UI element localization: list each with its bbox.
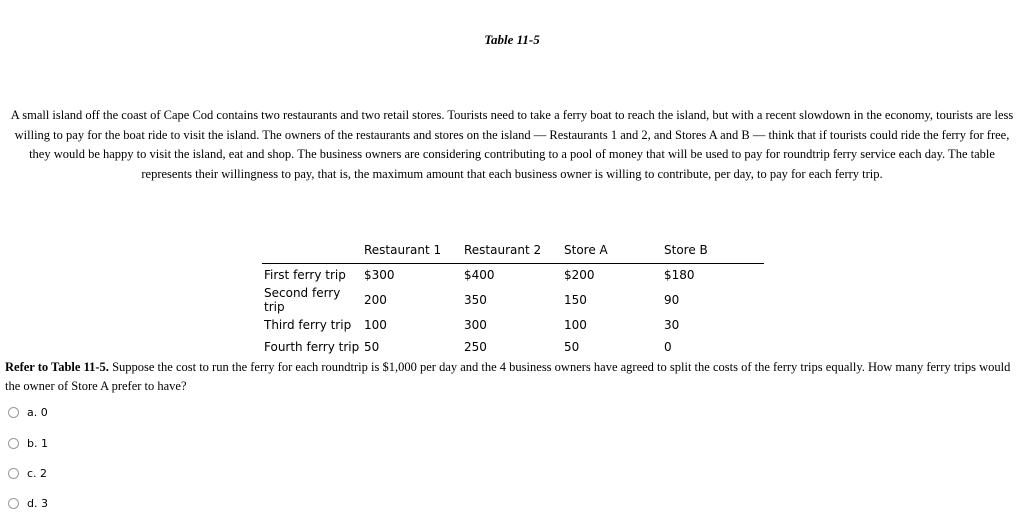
header-store-b: Store B	[664, 243, 708, 257]
table-cell: 0	[664, 340, 672, 354]
question-body: Suppose the cost to run the ferry for each roundtrip is $1,000 per day and the 4 business owners have agreed to split the costs of the ferry trips equally. How many ferry trips would the owner of Store A prefer to have?	[5, 360, 1011, 393]
table-cell: 300	[464, 318, 487, 332]
header-store-a: Store A	[564, 243, 608, 257]
option-a-label: a. 0	[27, 405, 48, 419]
table-header-row	[262, 240, 764, 264]
table-cell: $180	[664, 268, 695, 282]
radio-option-a[interactable]	[8, 407, 19, 418]
willingness-to-pay-table	[262, 240, 764, 358]
table-cell: 250	[464, 340, 487, 354]
radio-option-c[interactable]	[8, 468, 19, 479]
table-cell: 200	[364, 293, 387, 307]
table-row	[262, 314, 764, 336]
header-empty	[262, 240, 362, 264]
header-restaurant-1: Restaurant 1	[364, 243, 442, 257]
table-cell: 30	[664, 318, 680, 332]
question-reference: Refer to Table 11-5.	[5, 360, 109, 374]
option-a[interactable]	[8, 403, 48, 421]
intro-paragraph: A small island off the coast of Cape Cod contains two restaurants and two retail stores. Tourists need to take a ferry boat to reach the island, but with a recent slowdown in the economy, tourists are less willing to pay for the boat ride to visit the island. The owners of the restaurants and stores on the island — Restaurants 1 and 2, and Stores A and B — think that if tourists could ride the ferry for free, they would be happy to visit the island, eat and shop. The business owners are considering contributing to a pool of money that will be used to pay for roundtrip ferry service each day. The table represents their willingness to pay, that is, the maximum amount that each business owner is willing to contribute, per day, to pay for each ferry trip.	[10, 108, 1014, 181]
row-label: First ferry trip	[264, 268, 346, 282]
header-restaurant-2: Restaurant 2	[464, 243, 542, 257]
table-cell: 100	[364, 318, 387, 332]
row-label: Second ferry trip	[264, 286, 341, 314]
table-row	[262, 286, 764, 314]
option-c[interactable]	[8, 464, 47, 482]
table-cell: 350	[464, 293, 487, 307]
radio-option-d[interactable]	[8, 498, 19, 509]
table-cell: $400	[464, 268, 495, 282]
option-c-label: c. 2	[27, 466, 48, 480]
table-cell: 100	[564, 318, 587, 332]
option-b[interactable]	[8, 434, 48, 452]
row-label: Third ferry trip	[264, 318, 352, 332]
table-title: Table 11-5	[484, 32, 540, 47]
table-cell: 90	[664, 293, 680, 307]
option-d-label: d. 3	[27, 496, 48, 510]
table-cell: 50	[564, 340, 580, 354]
table-row	[262, 264, 764, 287]
row-label: Fourth ferry trip	[264, 340, 360, 354]
option-b-label: b. 1	[27, 436, 48, 450]
table-row	[262, 336, 764, 358]
table-cell: 50	[364, 340, 380, 354]
question-text	[5, 358, 1017, 396]
radio-option-b[interactable]	[8, 438, 19, 449]
table-cell: 150	[564, 293, 587, 307]
option-d[interactable]	[8, 494, 48, 512]
table-cell: $200	[564, 268, 595, 282]
table-cell: $300	[364, 268, 395, 282]
